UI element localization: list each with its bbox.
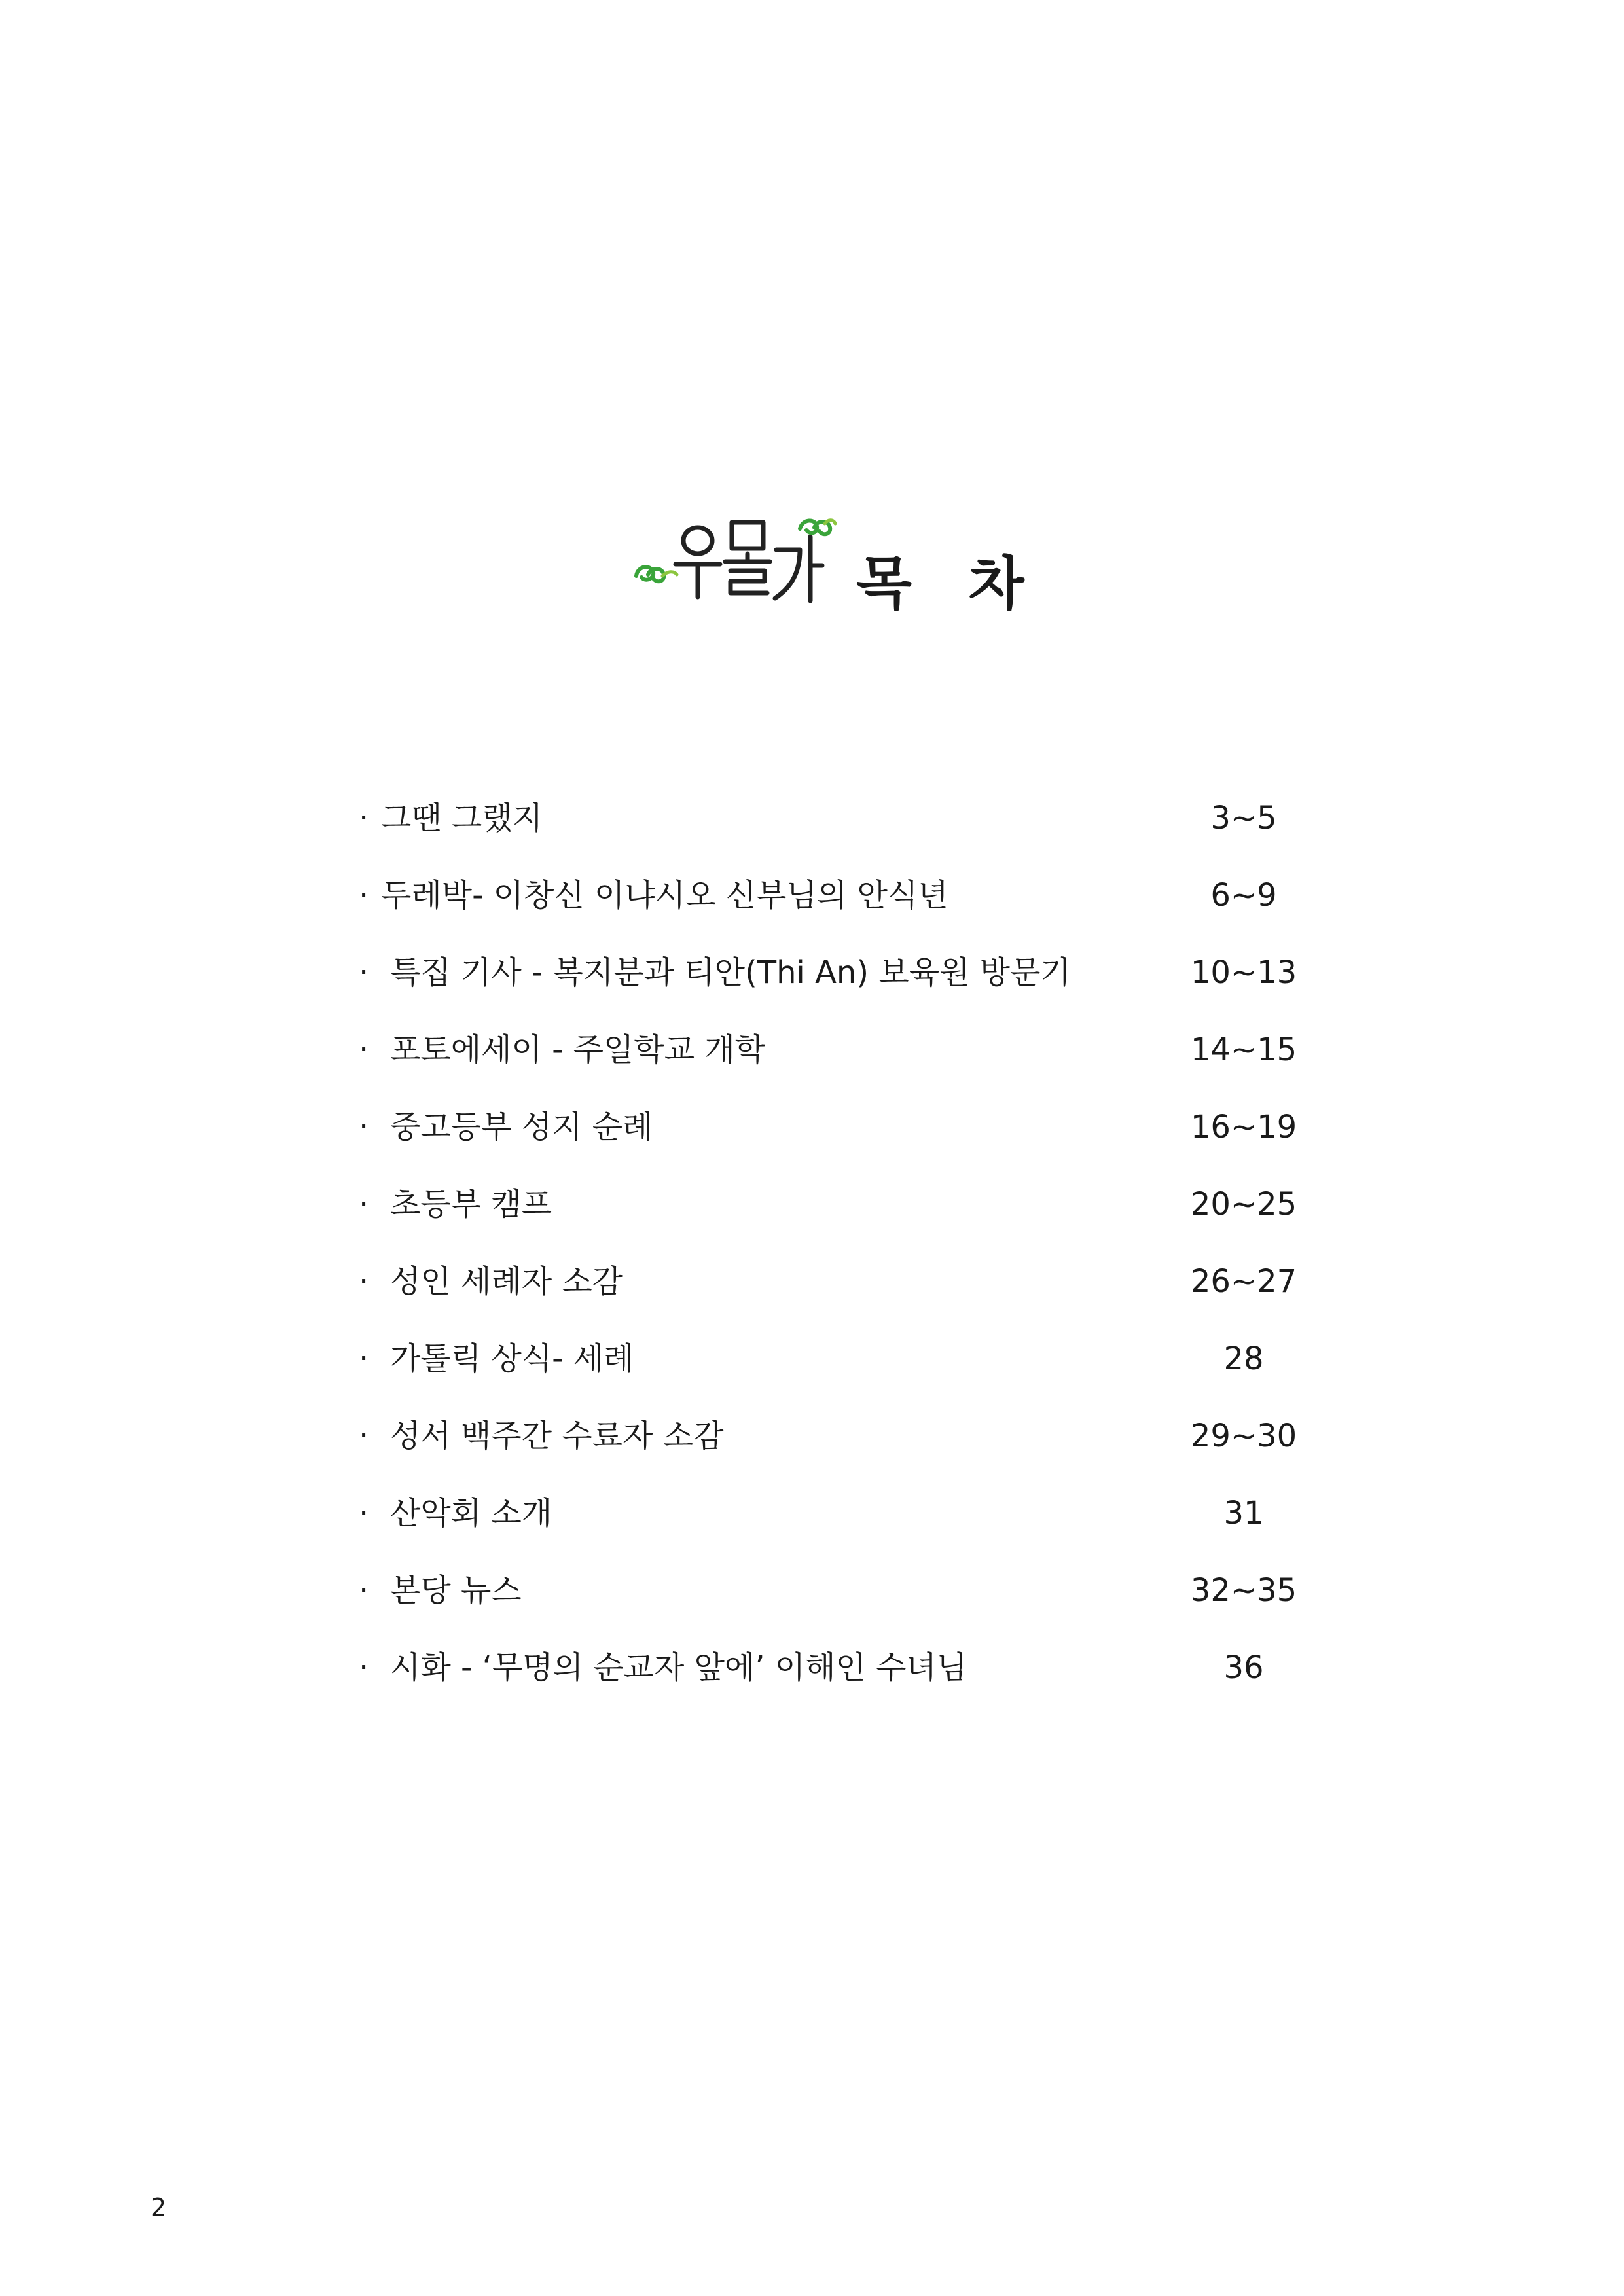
toc-entry[interactable]	[0, 1487, 1624, 1539]
toc-entry-pages: 16~19	[1190, 1109, 1297, 1145]
toc-bullet: ·	[359, 1418, 369, 1454]
toc-bullet: ·	[359, 800, 369, 836]
toc-entry[interactable]	[0, 869, 1624, 922]
toc-bullet: ·	[359, 877, 369, 914]
toc-bullet: ·	[359, 1263, 369, 1300]
toc-entry-pages: 10~13	[1190, 954, 1297, 991]
toc-entry-pages: 26~27	[1190, 1263, 1297, 1300]
toc-bullet: ·	[359, 1572, 369, 1609]
toc-bullet: ·	[359, 1186, 369, 1223]
toc-entry-title: 산악회 소개	[390, 1495, 552, 1532]
toc-entry[interactable]	[0, 1410, 1624, 1462]
toc-entry-pages: 31	[1223, 1495, 1264, 1532]
toc-entry-title: 시화 - ‘무명의 순교자 앞에’ 이해인 수녀님	[390, 1649, 967, 1686]
toc-entry-pages: 14~15	[1190, 1031, 1297, 1068]
toc-entry-title: 중고등부 성지 순례	[390, 1109, 653, 1145]
toc-entry-title: 두레박- 이창신 이냐시오 신부님의 안식년	[381, 877, 948, 914]
toc-entry[interactable]	[0, 1333, 1624, 1385]
toc-bullet: ·	[359, 1649, 369, 1686]
toc-title: 목 차	[856, 550, 1043, 617]
toc-entry-title: 가톨릭 상식- 세례	[390, 1340, 634, 1377]
toc-bullet: ·	[359, 1031, 369, 1068]
toc-entry-pages: 32~35	[1190, 1572, 1297, 1609]
toc-entry-pages: 36	[1223, 1649, 1264, 1686]
toc-entry-title: 성인 세례자 소감	[390, 1263, 623, 1300]
toc-bullet: ·	[359, 954, 369, 991]
toc-entry-pages: 28	[1223, 1340, 1264, 1377]
toc-entry-title: 특집 기사 - 복지분과 티안(Thi An) 보육원 방문기	[390, 954, 1071, 991]
toc-entry-title: 초등부 캠프	[390, 1186, 552, 1223]
toc-entry-pages: 29~30	[1190, 1418, 1297, 1454]
toc-entry[interactable]	[0, 1641, 1624, 1694]
toc-entry[interactable]	[0, 1101, 1624, 1153]
toc-entry-title: 성서 백주간 수료자 소감	[390, 1418, 724, 1454]
toc-entry-title: 포토에세이 - 주일학교 개학	[390, 1031, 766, 1068]
toc-entry[interactable]	[0, 946, 1624, 999]
toc-entry[interactable]	[0, 1024, 1624, 1076]
toc-entry-title: 그땐 그랬지	[381, 800, 543, 836]
toc-entry[interactable]	[0, 1178, 1624, 1230]
toc-entry[interactable]	[0, 1255, 1624, 1308]
toc-bullet: ·	[359, 1109, 369, 1145]
toc-entry-pages: 20~25	[1190, 1186, 1297, 1223]
toc-bullet: ·	[359, 1340, 369, 1377]
toc-entry-pages: 3~5	[1210, 800, 1277, 836]
toc-entry[interactable]	[0, 1564, 1624, 1617]
toc-entry-title: 본당 뉴스	[390, 1572, 522, 1609]
toc-entry[interactable]	[0, 792, 1624, 844]
toc-bullet: ·	[359, 1495, 369, 1532]
page-number: 2	[151, 2193, 167, 2222]
toc-entry-pages: 6~9	[1210, 877, 1277, 914]
